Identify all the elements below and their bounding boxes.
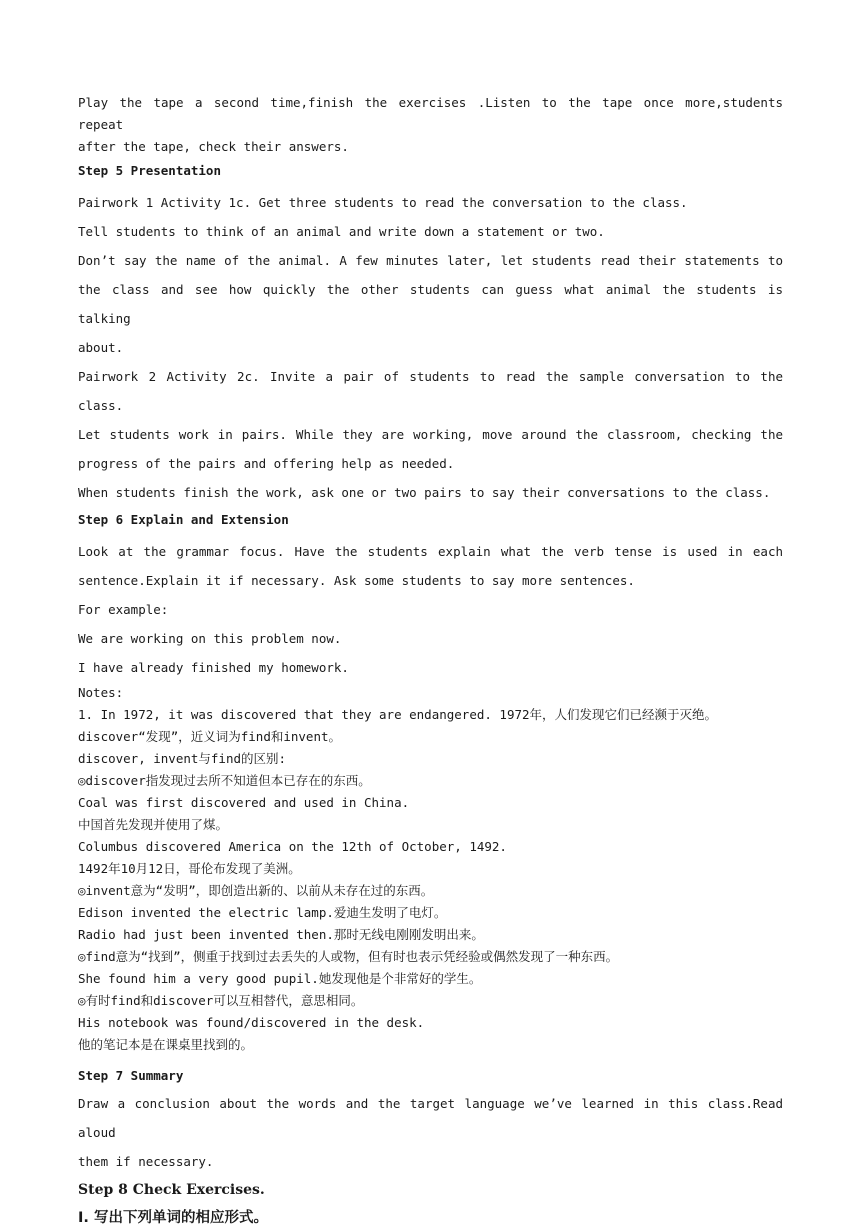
- paragraph-line: them if necessary.: [78, 1154, 214, 1169]
- note-line: discover, invent与find的区别:: [78, 751, 287, 766]
- note-line: Columbus discovered America on the 12th of October, 1492.: [78, 839, 507, 854]
- paragraph-line: about.: [78, 340, 124, 355]
- paragraph-line: Look at the grammar focus. Have the students explain what the verb tense is used in each: [78, 544, 783, 559]
- paragraph-line: Don’t say the name of the animal. A few minutes later, let students read their statements to: [78, 253, 783, 268]
- document-page: [78, 92, 783, 1232]
- note-line: discover“发现”，近义词为find和invent。: [78, 729, 342, 744]
- paragraph-line: Pairwork 1 Activity 1c. Get three students to read the conversation to the class.: [78, 195, 688, 210]
- note-line: Edison invented the electric lamp.爱迪生发明了电灯。: [78, 905, 447, 920]
- note-line: She found him a very good pupil.她发现他是个非常好的学生。: [78, 971, 482, 986]
- note-line: 1. In 1972, it was discovered that they are endangered. 1972年，人们发现它们已经濒于灭绝。: [78, 707, 718, 722]
- paragraph-line: Tell students to think of an animal and write down a statement or two.: [78, 224, 605, 239]
- step-7-heading: Step 7 Summary: [78, 1068, 184, 1083]
- paragraph-line: progress of the pairs and offering help as needed.: [78, 456, 455, 471]
- note-line: ◎invent意为“发明”，即创造出新的、以前从未存在过的东西。: [78, 883, 434, 898]
- note-line: ◎有时find和discover可以互相替代，意思相同。: [78, 993, 364, 1008]
- notes-label: Notes:: [78, 685, 124, 700]
- note-line: 1492年10月12日，哥伦布发现了美洲。: [78, 861, 301, 876]
- paragraph-line: sentence.Explain it if necessary. Ask some students to say more sentences.: [78, 573, 635, 588]
- step-5-heading: Step 5 Presentation: [78, 163, 221, 178]
- paragraph-line: Pairwork 2 Activity 2c. Invite a pair of students to read the sample conversation to the class.: [78, 369, 783, 413]
- paragraph-line: Draw a conclusion about the words and the target language we’ve learned in this class.Read aloud: [78, 1096, 783, 1140]
- step-6-heading: Step 6 Explain and Extension: [78, 512, 289, 527]
- note-line: ◎discover指发现过去所不知道但本已存在的东西。: [78, 773, 371, 788]
- note-line: Radio had just been invented then.那时无线电刚刚发明出来。: [78, 927, 484, 942]
- note-line: 中国首先发现并使用了煤。: [78, 817, 229, 832]
- note-line: His notebook was found/discovered in the desk.: [78, 1015, 425, 1030]
- note-line: 他的笔记本是在课桌里找到的。: [78, 1037, 254, 1052]
- paragraph-line: We are working on this problem now.: [78, 631, 342, 646]
- paragraph-line: the class and see how quickly the other students can guess what animal the students is talking: [78, 282, 783, 326]
- paragraph-line: For example:: [78, 602, 169, 617]
- note-line: ◎find意为“找到”，侧重于找到过去丢失的人或物，但有时也表示凭经验或偶然发现了一种东西。: [78, 949, 619, 964]
- note-line: Coal was first discovered and used in China.: [78, 795, 410, 810]
- paragraph-line: I have already finished my homework.: [78, 660, 349, 675]
- exercise-section-heading: Ⅰ. 写出下列单词的相应形式。: [78, 1210, 268, 1226]
- paragraph-line: When students finish the work, ask one or two pairs to say their conversations to the class.: [78, 485, 771, 500]
- paragraph-line: Let students work in pairs. While they are working, move around the classroom, checking the: [78, 427, 783, 442]
- paragraph-line: Play the tape a second time,finish the exercises .Listen to the tape once more,students repeat: [78, 95, 783, 132]
- step-8-heading: Step 8 Check Exercises.: [78, 1182, 265, 1198]
- paragraph-line: after the tape, check their answers.: [78, 139, 349, 154]
